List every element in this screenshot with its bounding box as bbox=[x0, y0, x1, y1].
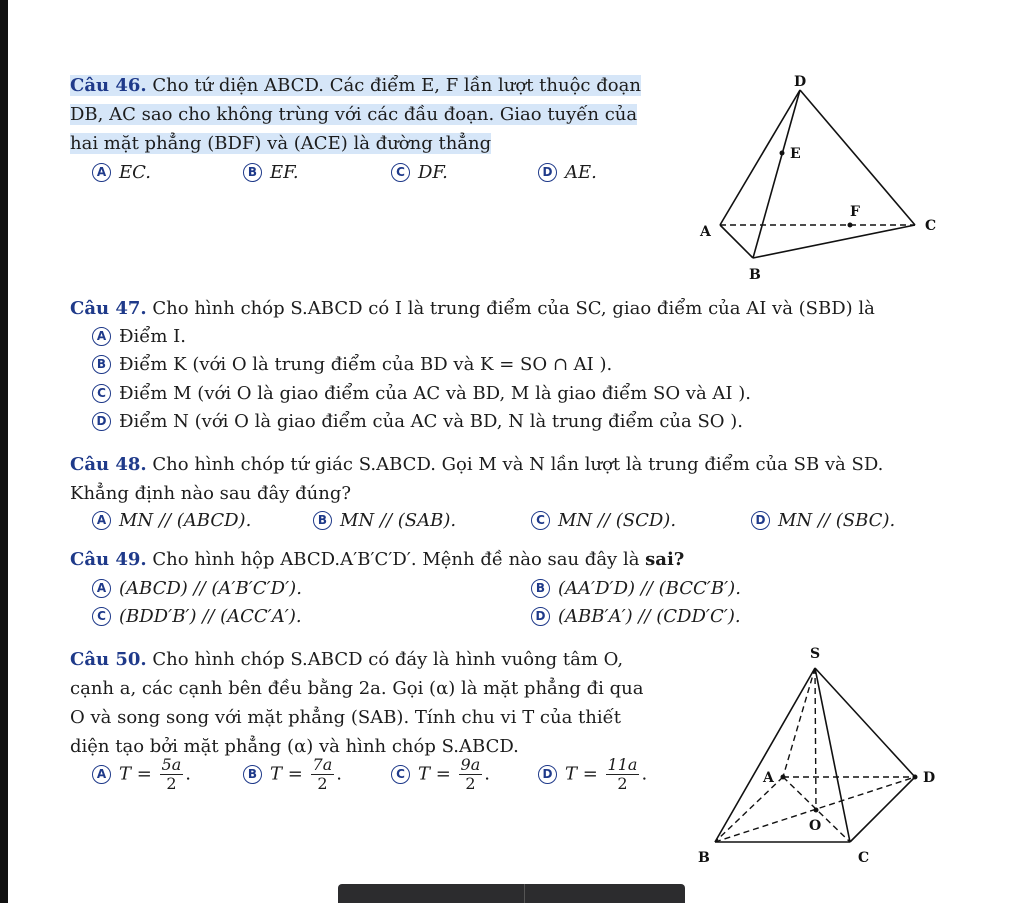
question-47 bbox=[70, 294, 875, 323]
label-c: C bbox=[925, 218, 937, 234]
option-letter-badge: A bbox=[92, 765, 111, 784]
option-letter-badge: D bbox=[538, 163, 557, 182]
option-letter-badge: D bbox=[92, 412, 111, 431]
segment-so-hidden bbox=[815, 668, 816, 810]
point-e bbox=[780, 151, 785, 156]
option-text: Điểm M (với O là giao điểm của AC và BD, M là giao điểm SO và AI ). bbox=[119, 383, 751, 404]
option-a[interactable] bbox=[92, 508, 251, 534]
option-letter-badge: C bbox=[391, 765, 410, 784]
option-prefix: T = bbox=[565, 763, 598, 785]
question-text-line: DB, AC sao cho không trùng với các đầu đoạn. Giao tuyến của bbox=[70, 104, 638, 125]
question-text-line: Khẳng định nào sau đây đúng? bbox=[70, 483, 351, 504]
option-letter-badge: A bbox=[92, 163, 111, 182]
label-a: A bbox=[700, 224, 711, 240]
question-text-line: O và song song với mặt phẳng (SAB). Tính chu vi T của thiết bbox=[70, 707, 621, 728]
label-c: C bbox=[858, 850, 870, 866]
question-number: Câu 47. bbox=[70, 298, 147, 319]
label-f: F bbox=[850, 204, 860, 220]
fraction-numerator: 5a bbox=[161, 755, 182, 774]
edge-ab bbox=[720, 225, 753, 258]
option-letter-badge: B bbox=[243, 765, 262, 784]
option-text: AE. bbox=[565, 162, 597, 183]
fraction bbox=[311, 756, 335, 793]
pyramid-figure bbox=[690, 640, 950, 875]
label-a: A bbox=[763, 770, 774, 786]
option-text: MN // (ABCD). bbox=[119, 510, 252, 531]
point-f bbox=[848, 223, 853, 228]
option-end: . bbox=[641, 763, 648, 785]
option-text: (ABCD) // (A′B′C′D′). bbox=[119, 578, 302, 599]
option-d[interactable] bbox=[92, 409, 743, 435]
option-b[interactable] bbox=[531, 576, 741, 602]
option-text: Điểm K (với O là trung điểm của BD và K = SO ∩ AI ). bbox=[119, 354, 613, 375]
option-c[interactable] bbox=[92, 381, 751, 407]
label-b: B bbox=[749, 267, 761, 283]
option-letter-badge: D bbox=[538, 765, 557, 784]
fraction-numerator: 9a bbox=[460, 755, 481, 774]
question-text: Cho hình hộp ABCD.A′B′C′D′. Mệnh đề nào sau đây là bbox=[152, 549, 640, 570]
option-b[interactable] bbox=[243, 160, 299, 186]
edge-sd bbox=[815, 668, 915, 777]
fraction bbox=[160, 756, 184, 793]
question-text-line: Cho hình chóp S.ABCD có đáy là hình vuông tâm O, bbox=[152, 649, 624, 670]
option-d[interactable] bbox=[538, 756, 647, 793]
fraction-numerator: 7a bbox=[312, 755, 333, 774]
option-letter-badge: C bbox=[92, 607, 111, 626]
fraction-denominator: 2 bbox=[465, 774, 476, 793]
option-letter-badge: C bbox=[92, 384, 111, 403]
option-letter-badge: B bbox=[531, 579, 550, 598]
option-text: MN // (SBC). bbox=[778, 510, 896, 531]
option-c[interactable] bbox=[391, 756, 490, 793]
option-prefix: T = bbox=[270, 763, 303, 785]
edge-ab-hidden bbox=[715, 777, 783, 842]
option-end: . bbox=[185, 763, 191, 785]
option-a[interactable] bbox=[92, 576, 302, 602]
edge-da bbox=[720, 90, 800, 225]
label-d: D bbox=[794, 74, 807, 90]
option-b[interactable] bbox=[92, 352, 612, 378]
question-text: Cho hình chóp S.ABCD có I là trung điểm của SC, giao điểm của AI và (SBD) là bbox=[152, 298, 875, 319]
label-b: B bbox=[698, 850, 710, 866]
edge-bc bbox=[753, 225, 915, 258]
option-text: (AA′D′D) // (BCC′B′). bbox=[558, 578, 741, 599]
edge-sa-hidden bbox=[783, 668, 815, 777]
option-letter-badge: B bbox=[313, 511, 332, 530]
edge-sb bbox=[715, 668, 815, 842]
option-d[interactable] bbox=[751, 508, 895, 534]
question-number: Câu 49. bbox=[70, 549, 147, 570]
question-50 bbox=[70, 645, 643, 761]
question-number: Câu 48. bbox=[70, 454, 147, 475]
question-text-line: Cho tứ diện ABCD. Các điểm E, F lần lượt thuộc đoạn bbox=[152, 75, 641, 96]
option-text: EF. bbox=[270, 162, 299, 183]
option-letter-badge: A bbox=[92, 327, 111, 346]
option-end: . bbox=[484, 763, 490, 785]
bottom-toolbar[interactable] bbox=[338, 884, 685, 903]
toolbar-divider bbox=[524, 884, 525, 903]
option-text: MN // (SAB). bbox=[340, 510, 457, 531]
option-text: MN // (SCD). bbox=[558, 510, 677, 531]
fraction-denominator: 2 bbox=[166, 774, 177, 793]
option-text: DF. bbox=[418, 162, 448, 183]
question-49 bbox=[70, 545, 684, 574]
question-46 bbox=[70, 71, 641, 158]
option-c[interactable] bbox=[531, 508, 676, 534]
question-bold-word: sai? bbox=[645, 549, 685, 570]
label-e: E bbox=[790, 146, 801, 162]
option-d[interactable] bbox=[531, 604, 741, 630]
option-a[interactable] bbox=[92, 324, 186, 350]
option-text: (BDD′B′) // (ACC′A′). bbox=[119, 606, 302, 627]
option-letter-badge: D bbox=[751, 511, 770, 530]
tetrahedron-figure bbox=[690, 70, 960, 285]
option-letter-badge: C bbox=[391, 163, 410, 182]
fraction-numerator: 11a bbox=[607, 755, 638, 774]
option-text: Điểm N (với O là giao điểm của AC và BD, N là trung điểm của SO ). bbox=[119, 411, 744, 432]
label-s: S bbox=[810, 646, 821, 662]
point-o bbox=[814, 808, 819, 813]
option-c[interactable] bbox=[92, 604, 302, 630]
option-text: (ABB′A′) // (CDD′C′). bbox=[558, 606, 741, 627]
point-a bbox=[781, 775, 786, 780]
edge-cd bbox=[850, 777, 915, 842]
option-a[interactable] bbox=[92, 756, 191, 793]
fraction bbox=[606, 756, 640, 793]
fraction-denominator: 2 bbox=[617, 774, 628, 793]
question-text-line: Cho hình chóp tứ giác S.ABCD. Gọi M và N lần lượt là trung điểm của SB và SD. bbox=[152, 454, 884, 475]
question-number: Câu 50. bbox=[70, 649, 147, 670]
option-b[interactable] bbox=[313, 508, 456, 534]
option-letter-badge: C bbox=[531, 511, 550, 530]
option-letter-badge: B bbox=[92, 355, 111, 374]
fraction-denominator: 2 bbox=[317, 774, 328, 793]
question-text-line: cạnh a, các cạnh bên đều bằng 2a. Gọi (α) là mặt phẳng đi qua bbox=[70, 678, 644, 699]
option-a[interactable] bbox=[92, 160, 151, 186]
option-end: . bbox=[336, 763, 342, 785]
label-o: O bbox=[809, 818, 822, 834]
question-48 bbox=[70, 450, 883, 508]
option-text: Điểm I. bbox=[119, 326, 186, 347]
fraction bbox=[459, 756, 483, 793]
point-d bbox=[913, 775, 918, 780]
edge-sc bbox=[815, 668, 850, 842]
edge-db bbox=[753, 90, 800, 258]
option-c[interactable] bbox=[391, 160, 448, 186]
option-d[interactable] bbox=[538, 160, 597, 186]
label-d: D bbox=[923, 770, 936, 786]
option-letter-badge: A bbox=[92, 579, 111, 598]
option-prefix: T = bbox=[119, 763, 152, 785]
question-text-line: hai mặt phẳng (BDF) và (ACE) là đường thẳng bbox=[70, 133, 492, 154]
question-text-line: diện tạo bởi mặt phẳng (α) và hình chóp S.ABCD. bbox=[70, 736, 519, 757]
option-letter-badge: D bbox=[531, 607, 550, 626]
option-letter-badge: A bbox=[92, 511, 111, 530]
question-number: Câu 46. bbox=[70, 75, 147, 96]
option-b[interactable] bbox=[243, 756, 342, 793]
option-text: EC. bbox=[119, 162, 151, 183]
option-letter-badge: B bbox=[243, 163, 262, 182]
option-prefix: T = bbox=[418, 763, 451, 785]
